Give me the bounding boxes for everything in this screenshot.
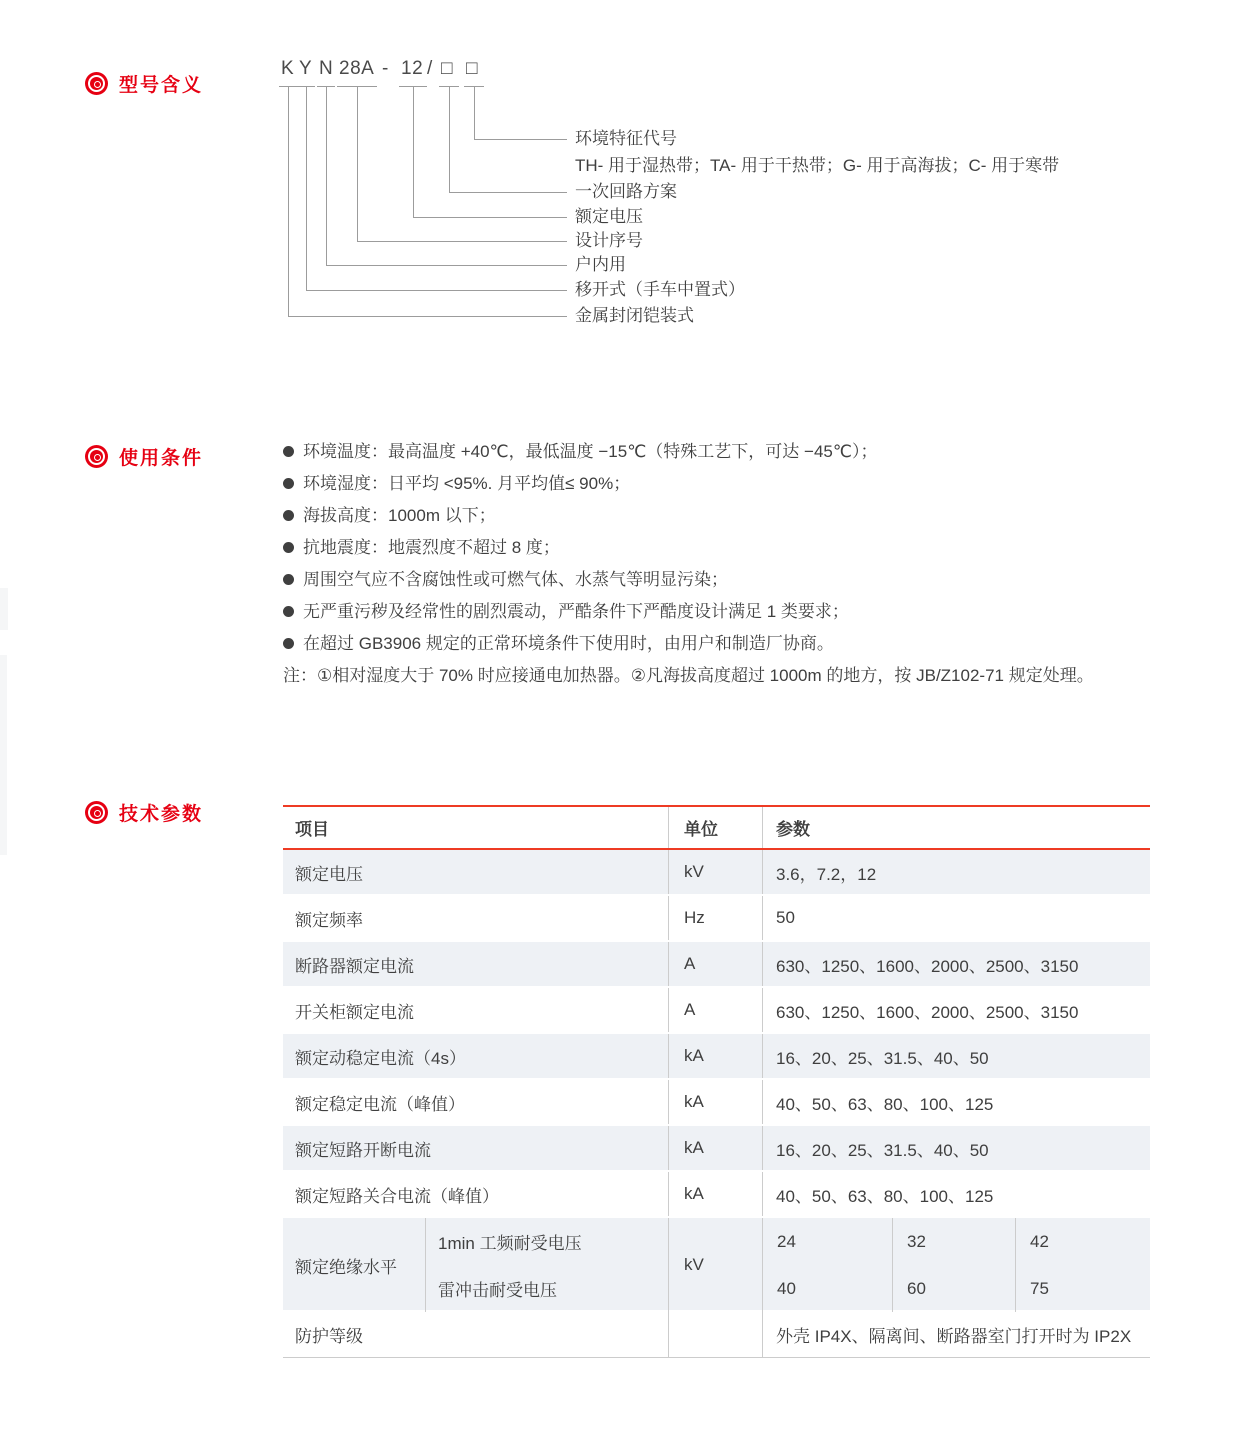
- table-row: [283, 988, 1150, 1034]
- param-item: 额定绝缘水平: [295, 1257, 397, 1277]
- model-code-segment: K: [281, 58, 295, 79]
- param-item: 开关柜额定电流: [295, 1002, 414, 1022]
- param-unit: kA: [668, 1080, 762, 1124]
- condition-text: 无严重污秽及经常性的剧烈震动，严酷条件下严酷度设计满足 1 类要求；: [303, 602, 849, 621]
- insulation-sub-label: 雷冲击耐受电压: [425, 1265, 668, 1312]
- page-edge-artifact: [0, 588, 8, 630]
- table-row: [283, 1080, 1150, 1126]
- param-unit: A: [668, 988, 762, 1032]
- model-code-segment: 28A: [339, 58, 375, 79]
- param-value: 外壳 IP4X、隔离间、断路器室门打开时为 IP2X: [762, 1312, 1150, 1357]
- insulation-sub-label: 1min 工频耐受电压: [425, 1218, 668, 1265]
- connector-line: [326, 87, 327, 265]
- diagram-label-indoor: 户内用: [575, 255, 626, 274]
- param-value: 40、50、63、80、100、125: [762, 1172, 1150, 1216]
- connector-line: [326, 265, 567, 266]
- model-code-segment: □: [441, 58, 453, 79]
- param-value: 630、1250、1600、2000、2500、3150: [762, 942, 1150, 986]
- bullet-icon: [283, 510, 294, 521]
- condition-item: [283, 537, 1203, 569]
- param-unit: kA: [668, 1172, 762, 1216]
- param-unit: kV: [668, 1218, 762, 1312]
- model-code-segment: □: [466, 58, 478, 79]
- column-header-value: 参数: [762, 807, 1150, 848]
- connector-line: [357, 241, 567, 242]
- condition-text: 抗地震度：地震烈度不超过 8 度；: [303, 538, 560, 557]
- param-item: 额定短路开断电流: [295, 1140, 431, 1160]
- condition-item: [283, 633, 1203, 665]
- table-row: [283, 1034, 1150, 1080]
- bullet-icon: [283, 638, 294, 649]
- param-item: 防护等级: [295, 1327, 363, 1346]
- section-title: 型号含义: [119, 75, 204, 96]
- param-value: 630、1250、1600、2000、2500、3150: [762, 988, 1150, 1032]
- param-item: 额定频率: [295, 910, 363, 930]
- table-row: [283, 1126, 1150, 1172]
- param-unit: kA: [668, 1034, 762, 1078]
- model-code-segment: 12: [401, 58, 424, 79]
- condition-item: [283, 505, 1203, 537]
- diagram-label-env-code: 环境特征代号: [575, 129, 677, 148]
- condition-item: [283, 473, 1203, 505]
- section-bullet-icon: [85, 72, 108, 95]
- column-header-item: 项目: [295, 820, 329, 839]
- condition-item: [283, 441, 1203, 473]
- table-row: [283, 1172, 1150, 1218]
- bullet-icon: [283, 574, 294, 585]
- connector-line: [306, 290, 567, 291]
- model-code-segment: -: [382, 58, 389, 79]
- insulation-value: 42: [1015, 1218, 1150, 1265]
- section-title: 技术参数: [119, 804, 204, 825]
- model-code-segment: /: [427, 58, 433, 79]
- conditions-note: 注：①相对湿度大于 70% 时应接通电加热器。②凡海拔高度超过 1000m 的地方，按 JB/Z102-71 规定处理。: [283, 666, 1094, 685]
- table-row: [283, 896, 1150, 942]
- table-header-row: [283, 807, 1150, 848]
- bullet-icon: [283, 446, 294, 457]
- param-unit: A: [668, 942, 762, 986]
- param-unit: [668, 1312, 762, 1357]
- connector-line: [413, 87, 414, 217]
- insulation-value: 40: [762, 1265, 892, 1312]
- insulation-value: 60: [892, 1265, 1015, 1312]
- insulation-value: 24: [762, 1218, 892, 1265]
- param-item: 额定电压: [295, 864, 363, 884]
- param-value: 40、50、63、80、100、125: [762, 1080, 1150, 1124]
- diagram-label-withdrawable: 移开式（手车中置式）: [575, 280, 745, 299]
- condition-text: 环境湿度：日平均 <95%. 月平均值≤ 90%；: [303, 474, 631, 493]
- section-bullet-icon: [85, 445, 108, 468]
- condition-text: 环境温度：最高温度 +40℃，最低温度 −15℃（特殊工艺下，可达 −45℃）；: [303, 442, 878, 461]
- table-row: [283, 850, 1150, 896]
- param-unit: kV: [668, 850, 762, 894]
- param-item: 额定稳定电流（峰值）: [295, 1094, 465, 1114]
- model-code-diagram: [275, 58, 1175, 338]
- model-code-segment: Y: [299, 58, 313, 79]
- column-header-unit: 单位: [668, 807, 762, 848]
- diagram-label-primary-circuit: 一次回路方案: [575, 182, 677, 201]
- conditions-list: [283, 441, 1203, 665]
- bullet-icon: [283, 542, 294, 553]
- connector-line: [449, 87, 450, 192]
- condition-item: [283, 569, 1203, 601]
- diagram-label-design-serial: 设计序号: [575, 231, 643, 250]
- page-edge-artifact: [0, 655, 7, 855]
- diagram-label-metal-enclosed: 金属封闭铠装式: [575, 306, 694, 325]
- diagram-label-rated-voltage: 额定电压: [575, 207, 643, 226]
- param-item: 断路器额定电流: [295, 956, 414, 976]
- param-item: 额定短路关合电流（峰值）: [295, 1186, 499, 1206]
- insulation-value: 75: [1015, 1265, 1150, 1312]
- section-bullet-icon: [85, 801, 108, 824]
- section-header-params: [85, 799, 203, 826]
- condition-item: [283, 601, 1203, 633]
- connector-line: [288, 316, 567, 317]
- diagram-label-env-code-detail: TH- 用于湿热带；TA- 用于干热带；G- 用于高海拔；C- 用于寒带: [575, 156, 1060, 175]
- section-title: 使用条件: [119, 448, 204, 469]
- connector-line: [449, 192, 567, 193]
- table-row: [283, 942, 1150, 988]
- insulation-value: 32: [892, 1218, 1015, 1265]
- param-value: 16、20、25、31.5、40、50: [762, 1126, 1150, 1170]
- parameters-table: [283, 805, 1150, 1358]
- section-header-model: [85, 70, 203, 97]
- param-value: 50: [762, 896, 1150, 940]
- connector-line: [306, 87, 307, 290]
- connector-line: [288, 87, 289, 316]
- condition-text: 在超过 GB3906 规定的正常环境条件下使用时，由用户和制造厂协商。: [303, 634, 834, 653]
- param-item: 额定动稳定电流（4s）: [295, 1048, 466, 1068]
- model-code-segment: N: [319, 58, 334, 79]
- connector-line: [474, 87, 475, 139]
- connector-line: [474, 139, 567, 140]
- bullet-icon: [283, 606, 294, 617]
- bullet-icon: [283, 478, 294, 489]
- param-value: 3.6，7.2，12: [762, 850, 1150, 894]
- connector-line: [413, 217, 567, 218]
- param-value: 16、20、25、31.5、40、50: [762, 1034, 1150, 1078]
- table-row-protection: [283, 1312, 1150, 1358]
- section-header-conditions: [85, 443, 203, 470]
- connector-line: [357, 87, 358, 241]
- table-row-insulation-level: [283, 1218, 1150, 1312]
- condition-text: 海拔高度：1000m 以下；: [303, 506, 496, 525]
- param-unit: kA: [668, 1126, 762, 1170]
- param-unit: Hz: [668, 896, 762, 940]
- condition-text: 周围空气应不含腐蚀性或可燃气体、水蒸气等明显污染；: [303, 570, 728, 589]
